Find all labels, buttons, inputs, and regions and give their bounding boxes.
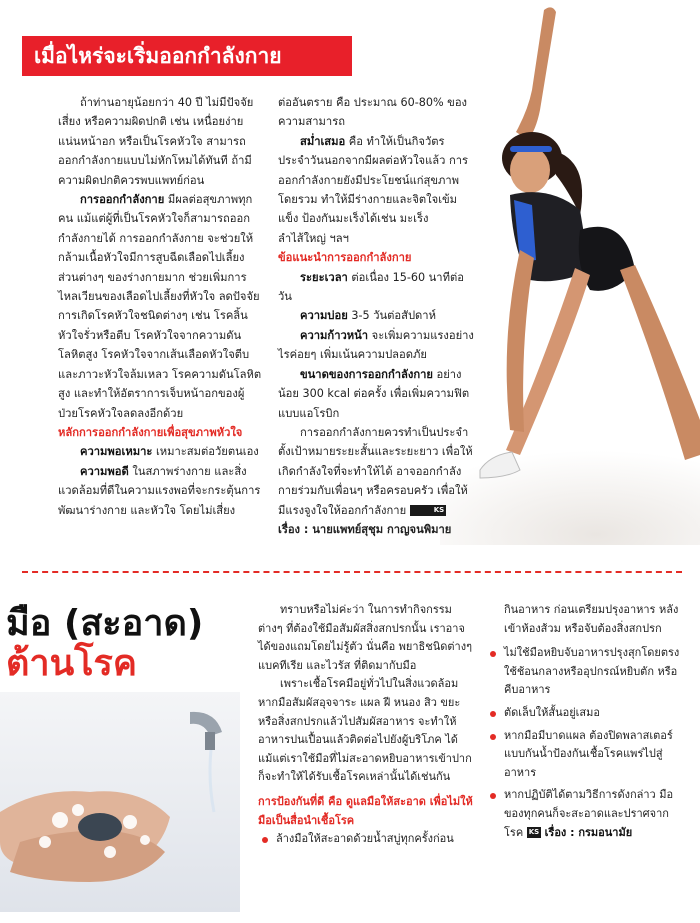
paragraph-regularity — [278, 132, 474, 248]
bold-term: ระยะเวลา — [300, 270, 348, 284]
bold-term: ความก้าวหน้า — [300, 328, 369, 342]
paragraph-text: อย่างน้อย 300 kcal ต่อครั้ง เพื่อเพิ่มความฟิต แบบแอโรบิก — [278, 367, 470, 420]
paragraph-text: ต่อเนื่อง 15-60 นาทีต่อวัน — [278, 270, 464, 304]
subheading-recommendations: ข้อแนะนำการออกกำลังกาย — [278, 251, 412, 265]
paragraph-intro: ถ้าท่านอายุน้อยกว่า 40 ปี ไม่มีปัจจัยเสี่ยง หรือความผิดปกติ เช่น เหนื่อยง่าย แน่นหน้าอก หรือเป็นโรคหัวใจ สามารถออกกำลังกายแบบไม่หักโหมได้ทันที ถ้ามีความผิดปกติควรพบแพทย์ก่อน — [58, 96, 254, 187]
bullet-item: ตัดเล็บให้สั้นอยู่เสมอ — [486, 704, 682, 723]
paragraph-text: 3-5 วันต่อสัปดาห์ — [347, 309, 436, 323]
bottom-title-line-2: ต้านโรค — [6, 643, 137, 684]
bold-term: ความพอเหมาะ — [80, 445, 153, 459]
bullet-item: ล้างมือให้สะอาดด้วยน้ำสบู่ทุกครั้งก่อน — [258, 830, 473, 849]
top-column-1 — [58, 93, 263, 520]
author-credit: เรื่อง : นายแพทย์สุชุม กาญจนพิมาย — [278, 522, 452, 536]
bold-term: ความพอดี — [80, 464, 129, 478]
bullet-continued: กินอาหาร ก่อนเตรียมปรุงอาหาร หลังเข้าห้องส้วม หรือจับต้องสิ่งสกปรก — [504, 603, 679, 635]
top-article-title: เมื่อไหร่จะเริ่มออกกำลังกาย — [22, 36, 352, 76]
paragraph-text: มีผลต่อสุขภาพทุกคน แม้แต่ผู้ที่เป็นโรคหัวใจก็สามารถออกกำลังกายได้ การออกกำลังกาย จะช่วยให้กล้ามเนื้อหัวใจมีการสูบฉีดเลือดไปเลี้ยงส่วนต่างๆ ของร่างกายมาก ช่วยเพิ่มการไหลเวียนของเลือดไปเลี้ยงที่หัวใจ ลดปัจจัยการเกิดโรคหัวใจชนิดต่างๆ เช่น โรคลิ้นหัวใจรั่วหรือตีบ โรคหัวใจจากความดันโลหิตสูง โรคหัวใจจากเส้นเลือดหัวใจตีบ และภาวะหัวใจล้มเหลว โรคความดันโลหิตสูง และทำให้อัตราการเจ็บหน้าอกของผู้ป่วยโรคหัวใจลดลงอีกด้วย — [58, 193, 262, 420]
ks-badge: KS — [528, 828, 540, 837]
ks-badge: KS — [410, 505, 446, 516]
paragraph-text: ในสภาพร่างกาย และสิ่งแวดล้อมที่ดีในความแรงพอที่จะกระตุ้นการพัฒนาร่างกาย และหัวใจ โดยไม่เสี่ยง — [58, 464, 261, 517]
bottom-column-1 — [258, 601, 473, 849]
paragraph-text: คือ ทำให้เป็นกิจวัตรประจำวันนอกจากมีผลต่อหัวใจแล้ว การออกกำลังกายยังมีประโยชน์แก่สุขภาพโดยรวม ทำให้มีร่างกายและจิตใจเข้มแข็ง ป้องกันมะเร็งได้เช่น มะเร็งลำไส้ใหญ่ ฯลฯ — [278, 134, 469, 245]
paragraph-moderation — [58, 442, 263, 461]
bottom-column-2 — [486, 601, 682, 842]
paragraph-goals — [278, 423, 474, 520]
bold-term: สม่ำเสมอ — [300, 134, 346, 148]
subheading-prevention: การป้องกันที่ดี คือ ดูแลมือให้สะอาด เพื่อไม่ให้มือเป็นสื่อนำเชื้อโรค — [258, 794, 473, 827]
bullet-item: หากมือมีบาดแผล ต้องปิดพลาสเตอร์ แบบกันน้ำป้องกันเชื้อโรคแพร่ไปสู่อาหาร — [486, 727, 682, 783]
bullet-item-final — [486, 786, 682, 842]
section-divider — [22, 571, 682, 573]
paragraph-germs: เพราะเชื้อโรคมีอยู่ทั่วไปในสิ่งแวดล้อม หากมือสัมผัสอุจจาระ แผล ฝี หนอง สิว ขยะ หรือสิ่งสกปรกแล้วไปสัมผัสอาหาร จะทำให้อาหารปนเปื้อนแล้วติดต่อไปยังผู้บริโภค ได้ แม้แต่เราใช้มือที่ไม่สะอาดหยิบอาหารเข้าปาก ก็จะทำให้ได้รับเชื้อโรคเหล่านั้นได้เช่นกัน — [258, 677, 472, 784]
paragraph-frequency — [278, 306, 474, 325]
paragraph-exercise — [58, 190, 263, 423]
paragraph-text: การออกกำลังกายควรทำเป็นประจำตั้งเป้าหมายระยะสั้นและระยะยาว เพื่อให้เกิดกำลังใจที่จะทำให้ได้ อาจออกกำลังกายร่วมกับเพื่อนๆ หรือครอบครัว เพื่อให้มีแรงจูงใจให้ออกกำลังกาย — [278, 425, 473, 517]
bullet-item: ไม่ใช้มือหยิบจับอาหารปรุงสุกโดยตรง ใช้ช้อนกลางหรืออุปกรณ์หยิบตัก หรือคีบอาหาร — [486, 644, 682, 700]
paragraph-progression — [278, 326, 474, 365]
subheading-principles: หลักการออกกำลังกายเพื่อสุขภาพหัวใจ — [58, 425, 243, 439]
paragraph-text: เหมาะสมต่อวัยตนเอง — [152, 445, 259, 459]
author-credit: เรื่อง : กรมอนามัย — [544, 825, 633, 839]
top-column-2 — [278, 93, 474, 539]
paragraph-intensity — [278, 365, 474, 423]
paragraph-continued: ต่ออันตราย คือ ประมาณ 60-80% ของความสามารถ — [278, 96, 468, 129]
bottom-title-line-1: มือ (สะอาด) — [6, 603, 204, 644]
paragraph-text: จะเพิ่มความแรงอย่างไรค่อยๆ เพิ่มเน้นความปลอดภัย — [278, 328, 474, 362]
paragraph-intro: ทราบหรือไม่ค่ะว่า ในการทำกิจกรรมต่างๆ ที่ต้องใช้มือสัมผัสสิ่งสกปรกนั้น เราอาจได้ของแถมโดยไม่รู้ตัว นั่นคือ พยาธิชนิดต่างๆ แบคทีเรีย และไวรัส ที่ติดมากับมือ — [258, 603, 472, 672]
paragraph-appropriate — [58, 462, 263, 520]
woman-exercising-photo — [440, 0, 700, 545]
bold-term: การออกกำลังกาย — [80, 193, 165, 207]
bullet-text: หากปฏิบัติได้ตามวิธีการดังกล่าว มือของทุกคนก็จะสะอาดและปราศจากโรค — [504, 788, 674, 839]
bold-term: ความบ่อย — [300, 309, 348, 323]
paragraph-duration — [278, 268, 474, 307]
bold-term: ขนาดของการออกกำลังกาย — [300, 367, 433, 381]
hand-washing-photo — [0, 692, 240, 912]
